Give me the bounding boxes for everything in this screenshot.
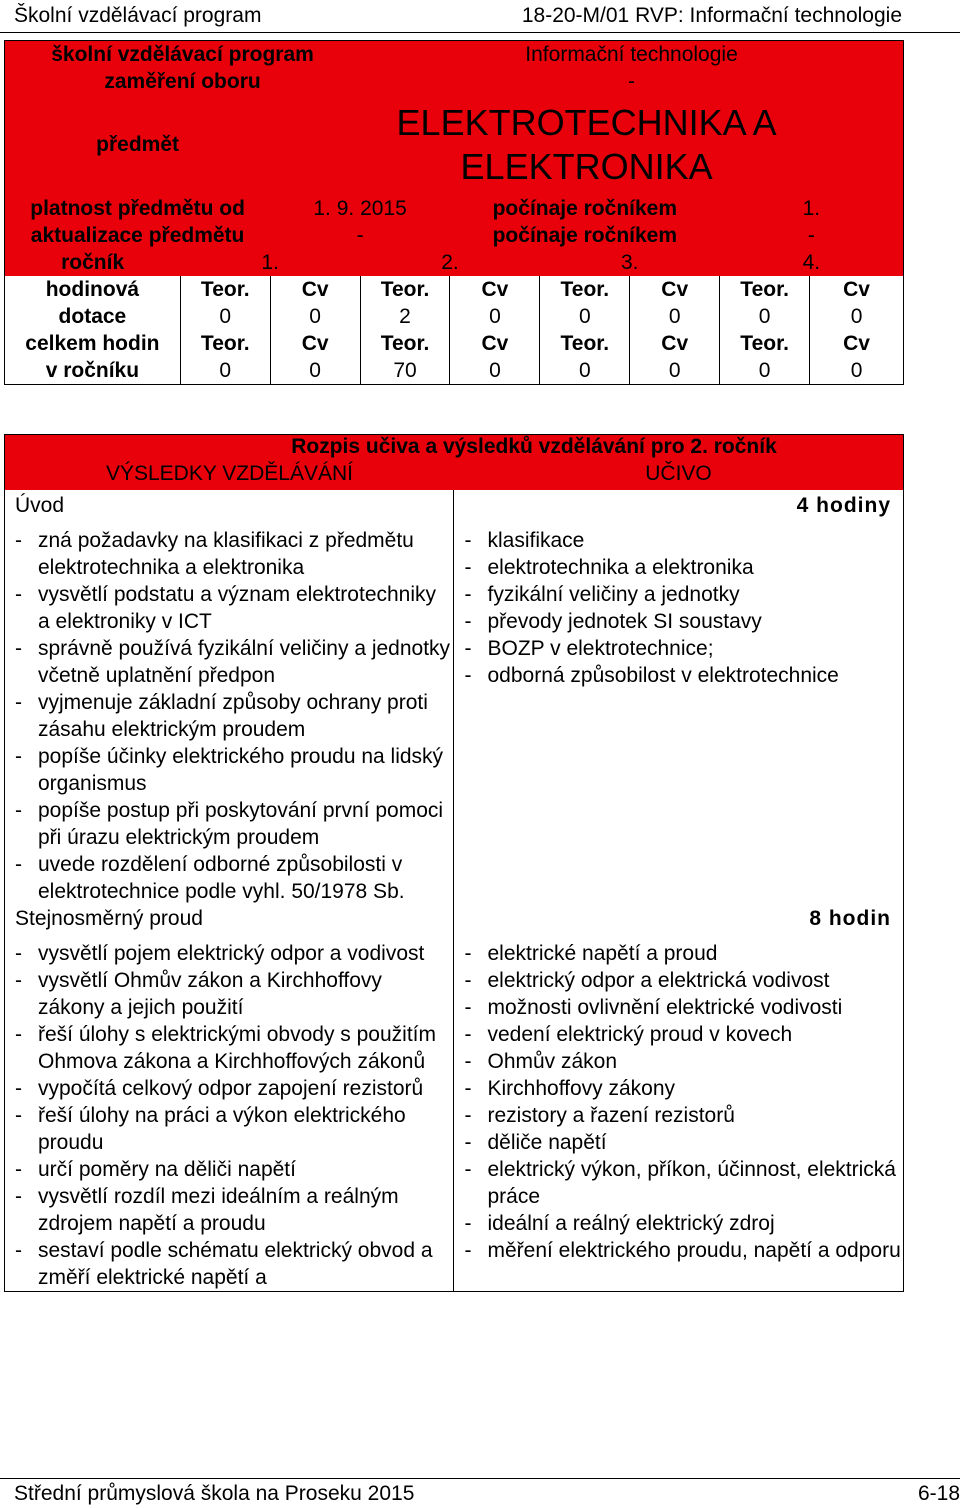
- celkem-value: 70: [360, 357, 450, 385]
- celkem-value: 0: [540, 357, 630, 385]
- platnost-label: platnost předmětu od: [30, 196, 245, 220]
- vysledky-list: [5, 525, 454, 905]
- list-item: - elektrotechnika a elektronika: [454, 554, 903, 581]
- section-hours: 8 hodin: [454, 905, 904, 938]
- dotace-value: 0: [630, 303, 720, 330]
- page-header-left: Školní vzdělávací program: [14, 4, 262, 27]
- rocnik-label: ročník: [61, 250, 125, 274]
- rozpis-columns-row: [5, 462, 904, 490]
- dotace-label: dotace: [58, 304, 127, 328]
- celkem-value: 0: [450, 357, 540, 385]
- dotace-value: 0: [270, 303, 360, 330]
- teor-header: Teor.: [540, 330, 630, 357]
- list-item: - fyzikální veličiny a jednotky: [454, 581, 903, 608]
- cv-header: Cv: [450, 330, 540, 357]
- dotace-value: 2: [360, 303, 450, 330]
- rozpis-title: Rozpis učiva a výsledků vzdělávání pro 2. ročník: [291, 435, 777, 458]
- list-item: - elektrické napětí a proud: [454, 940, 903, 967]
- aktualizace-row: [5, 222, 904, 249]
- teor-header: Teor.: [540, 276, 630, 303]
- cv-header: Cv: [810, 330, 904, 357]
- predmet-row: [5, 95, 904, 195]
- header-divider: [0, 32, 960, 33]
- teor-header: Teor.: [360, 276, 450, 303]
- predmet-value: [270, 95, 903, 195]
- celkem-value: 0: [630, 357, 720, 385]
- list-item: - klasifikace: [454, 527, 903, 554]
- list-item: - řeší úlohy s elektrickými obvody s použitím Ohmova zákona a Kirchhoffových zákonů: [5, 1021, 453, 1075]
- cv-header: Cv: [450, 276, 540, 303]
- vysledky-list: [5, 938, 454, 1292]
- predmet-value-line1: ELEKTROTECHNIKA A: [396, 102, 777, 143]
- cv-header: Cv: [630, 330, 720, 357]
- celkem-value: 0: [720, 357, 810, 385]
- predmet-value-line2: ELEKTRONIKA: [460, 146, 713, 187]
- celkem-value: 0: [810, 357, 904, 385]
- list-item: - měření elektrického proudu, napětí a odporu: [454, 1237, 903, 1264]
- footer-divider: [0, 1478, 960, 1479]
- list-item: - elektrický odpor a elektrická vodivost: [454, 967, 903, 994]
- list-item: - odborná způsobilost v elektrotechnice: [454, 662, 903, 689]
- celkem-value: 0: [180, 357, 270, 385]
- aktualizace-value: -: [356, 223, 364, 247]
- ucivo-list: [454, 525, 904, 905]
- list-item: - elektrický výkon, příkon, účinnost, elektrická práce: [454, 1156, 903, 1210]
- predmet-label: předmět: [96, 133, 180, 156]
- list-item: - Ohmův zákon: [454, 1048, 903, 1075]
- list-item: - vysvětlí Ohmův zákon a Kirchhoffovy zákony a jejich použití: [5, 967, 453, 1021]
- list-item: - vyjmenuje základní způsoby ochrany proti zásahu elektrickým proudem: [5, 689, 453, 743]
- section-stejnosmerny-header: [5, 905, 904, 938]
- celkem-label: celkem hodin: [25, 331, 160, 355]
- teor-header: Teor.: [180, 330, 270, 357]
- dotace-value: 0: [810, 303, 904, 330]
- cv-header: Cv: [630, 276, 720, 303]
- hodinova-header-row: [5, 276, 904, 303]
- program-row: [5, 41, 904, 69]
- list-item: - Kirchhoffovy zákony: [454, 1075, 903, 1102]
- page-number: 6-18: [917, 1482, 960, 1505]
- dotace-row: [5, 303, 904, 330]
- vrocniku-label: v ročníku: [45, 358, 140, 382]
- list-item: - vedení elektrický proud v kovech: [454, 1021, 903, 1048]
- list-item: - sestaví podle schématu elektrický obvod a změří elektrické napětí a: [5, 1237, 453, 1291]
- platnost-row: [5, 195, 904, 222]
- teor-header: Teor.: [180, 276, 270, 303]
- dotace-value: 0: [720, 303, 810, 330]
- section-uvod-content: [5, 525, 904, 905]
- list-item: - správně používá fyzikální veličiny a jednotky včetně uplatnění předpon: [5, 635, 453, 689]
- cv-header: Cv: [270, 330, 360, 357]
- page-footer-left: Střední průmyslová škola na Proseku 2015: [14, 1482, 415, 1505]
- list-item: - rezistory a řazení rezistorů: [454, 1102, 903, 1129]
- section-stejnosmerny-content: [5, 938, 904, 1292]
- rocnik-3: 3.: [621, 250, 639, 274]
- teor-header: Teor.: [720, 276, 810, 303]
- cv-header: Cv: [270, 276, 360, 303]
- section-name: Stejnosměrný proud: [15, 906, 203, 930]
- celkem-value: 0: [270, 357, 360, 385]
- zamereni-value: -: [628, 69, 636, 93]
- zamereni-label: zaměření oboru: [104, 69, 261, 93]
- col-ucivo-header: UČIVO: [645, 461, 712, 485]
- rocnik-1: 1.: [261, 250, 279, 274]
- list-item: - řeší úlohy na práci a výkon elektrického proudu: [5, 1102, 453, 1156]
- platnost-value: 1. 9. 2015: [313, 196, 407, 220]
- cv-header: Cv: [810, 276, 904, 303]
- aktualizace-label: aktualizace předmětu: [30, 223, 245, 247]
- list-item: - popíše účinky elektrického proudu na lidský organismus: [5, 743, 453, 797]
- list-item: - děliče napětí: [454, 1129, 903, 1156]
- aktualizace-rocnik: -: [807, 223, 815, 247]
- list-item: - ideální a reálný elektrický zdroj: [454, 1210, 903, 1237]
- list-item: - vysvětlí podstatu a význam elektrotechniky a elektroniky v ICT: [5, 581, 453, 635]
- list-item: - zná požadavky na klasifikaci z předmětu elektrotechnika a elektronika: [5, 527, 453, 581]
- subject-info-table: [4, 40, 904, 385]
- section-name: Úvod: [15, 493, 65, 517]
- list-item: - uvede rozdělení odborné způsobilosti v elektrotechnice podle vyhl. 50/1978 Sb.: [5, 851, 453, 905]
- list-item: - možnosti ovlivnění elektrické vodivosti: [454, 994, 903, 1021]
- list-item: - popíše postup při poskytování první pomoci při úrazu elektrickým proudem: [5, 797, 453, 851]
- teor-header: Teor.: [360, 330, 450, 357]
- ucivo-list: [454, 938, 904, 1292]
- program-label: školní vzdělávací program: [51, 42, 314, 66]
- col-vysledky-header: VÝSLEDKY VZDĚLÁVÁNÍ: [105, 461, 354, 485]
- list-item: - vysvětlí rozdíl mezi ideálním a reálným zdrojem napětí a proudu: [5, 1183, 453, 1237]
- list-item: - určí poměry na děliči napětí: [5, 1156, 453, 1183]
- vrocniku-row: [5, 357, 904, 385]
- rocnik-4: 4.: [802, 250, 821, 274]
- dotace-value: 0: [450, 303, 540, 330]
- list-item: - převody jednotek SI soustavy: [454, 608, 903, 635]
- platnost-pocinaje-label: počínaje ročníkem: [492, 196, 678, 220]
- dotace-value: 0: [540, 303, 630, 330]
- dotace-value: 0: [180, 303, 270, 330]
- rocnik-2: 2.: [441, 250, 459, 274]
- rozpis-table: [4, 434, 904, 1292]
- zamereni-row: [5, 68, 904, 95]
- aktualizace-pocinaje-label: počínaje ročníkem: [492, 223, 678, 247]
- list-item: - BOZP v elektrotechnice;: [454, 635, 903, 662]
- platnost-rocnik: 1.: [802, 196, 821, 220]
- page-header-right: 18-20-M/01 RVP: Informační technologie: [521, 4, 902, 27]
- teor-header: Teor.: [720, 330, 810, 357]
- list-item: - vypočítá celkový odpor zapojení rezistorů: [5, 1075, 453, 1102]
- section-uvod-header: [5, 490, 904, 525]
- list-item: - vysvětlí pojem elektrický odpor a vodivost: [5, 940, 453, 967]
- rozpis-title-row: [5, 435, 904, 462]
- section-hours: 4 hodiny: [454, 490, 904, 525]
- program-value: Informační technologie: [525, 42, 738, 66]
- hodinova-label: hodinová: [45, 277, 140, 301]
- celkem-header-row: [5, 330, 904, 357]
- rocnik-row: [5, 249, 904, 276]
